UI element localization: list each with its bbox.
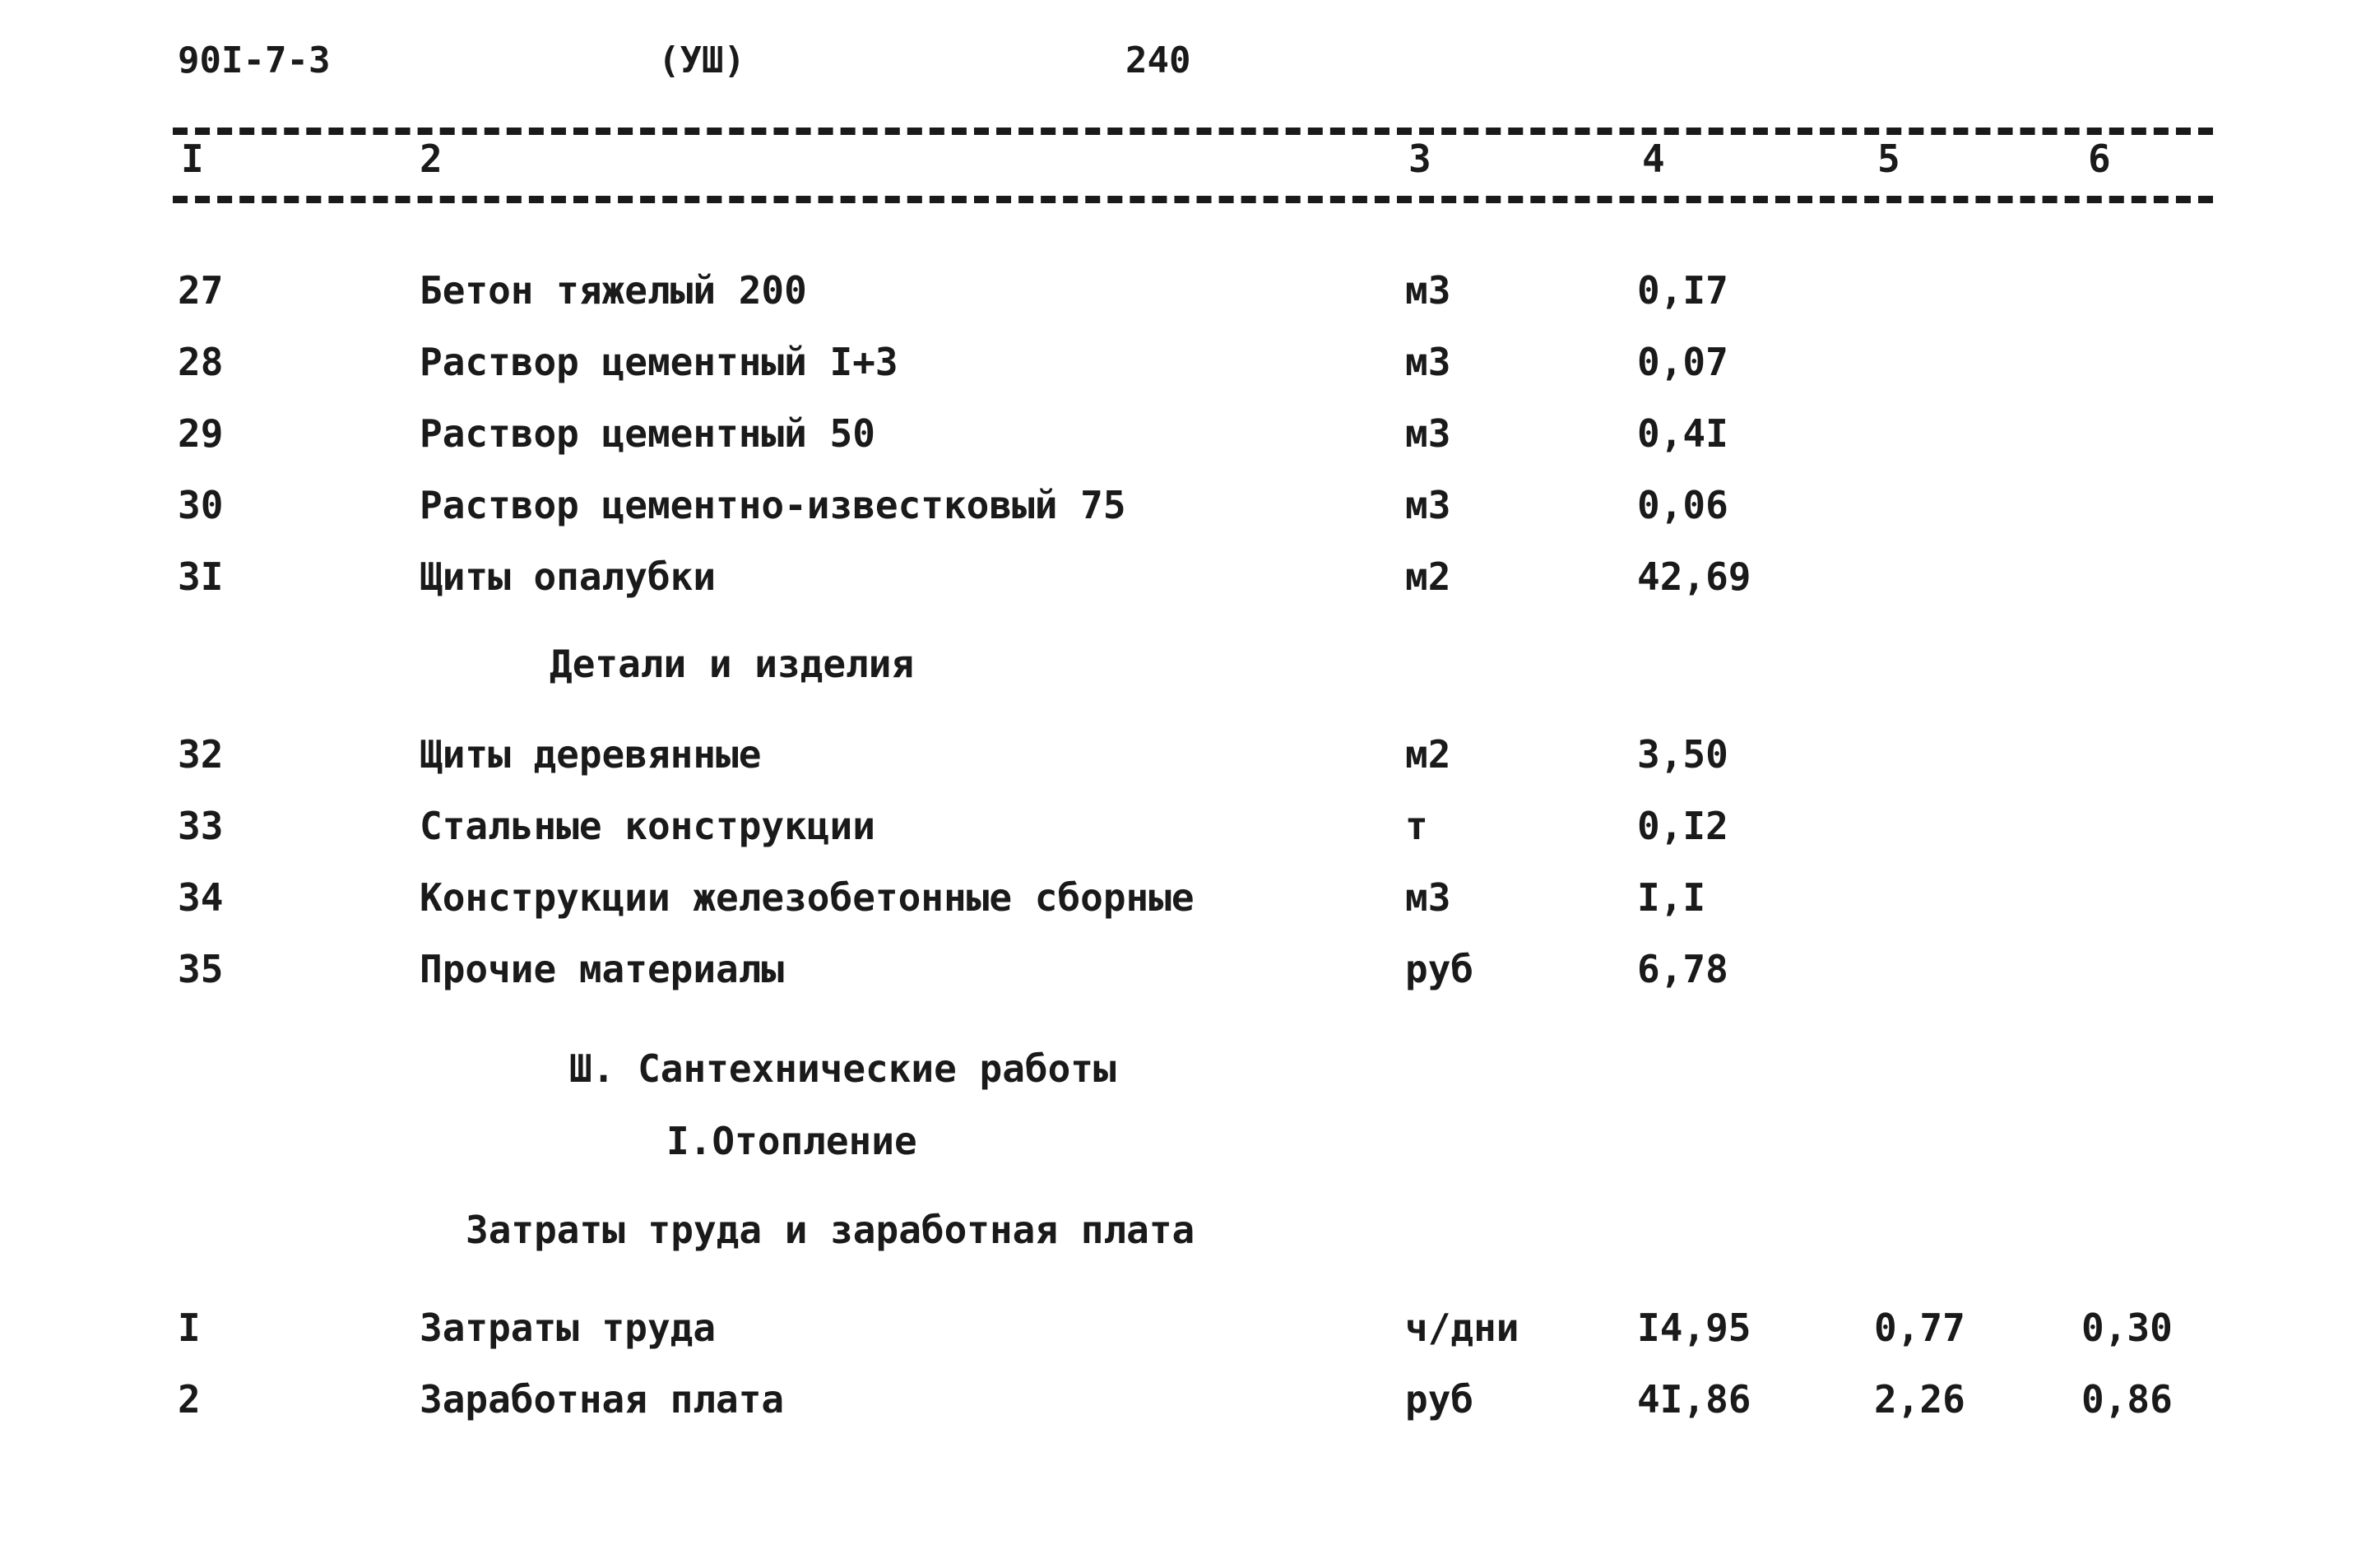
row-number: 34 (178, 875, 224, 920)
row-unit: т (1405, 804, 1428, 848)
row-number: 35 (178, 947, 224, 991)
row-number: 30 (178, 483, 224, 527)
table-row (0, 869, 2380, 926)
row-name: Прочие материалы (420, 947, 785, 991)
row-value-col4: 0,06 (1637, 483, 1728, 527)
table-row (0, 1371, 2380, 1428)
row-unit: м3 (1405, 875, 1451, 920)
row-value-col5: 2,26 (1874, 1377, 1965, 1422)
section-heading-heating: I.Отопление (666, 1119, 917, 1163)
column-number-5: 5 (1877, 137, 1900, 181)
row-unit: м3 (1405, 268, 1451, 313)
row-name: Заработная плата (420, 1377, 785, 1422)
column-number-2: 2 (420, 137, 443, 181)
row-number: 28 (178, 340, 224, 384)
section-heading-plumbing: Ш. Сантехнические работы (569, 1046, 1116, 1091)
table-row (0, 548, 2380, 605)
column-number-3: 3 (1408, 137, 1431, 181)
header-bottom-rule (173, 196, 2213, 203)
row-unit: м3 (1405, 411, 1451, 456)
row-name: Стальные конструкции (420, 804, 875, 848)
row-unit: м3 (1405, 483, 1451, 527)
row-number: 2 (178, 1377, 201, 1422)
row-name: Раствор цементный I+3 (420, 340, 898, 384)
table-row (0, 476, 2380, 534)
page-number: 240 (1125, 39, 1191, 81)
document-code: 90I-7-3 (178, 39, 331, 81)
table-row (0, 333, 2380, 391)
row-name: Затраты труда (420, 1306, 717, 1350)
row-value-col4: I,I (1637, 875, 1706, 920)
row-unit: м2 (1405, 554, 1451, 599)
row-value-col4: 3,50 (1637, 732, 1728, 777)
row-value-col4: 42,69 (1637, 554, 1751, 599)
row-unit: м3 (1405, 340, 1451, 384)
row-value-col4: 0,4I (1637, 411, 1728, 456)
row-name: Щиты деревянные (420, 732, 762, 777)
row-number: 27 (178, 268, 224, 313)
row-value-col6: 0,30 (2081, 1306, 2173, 1350)
table-row (0, 262, 2380, 319)
section-heading-labor: Затраты труда и заработная плата (466, 1208, 1195, 1252)
table-row (0, 405, 2380, 462)
table-row (0, 797, 2380, 855)
section-heading-details: Детали и изделия (550, 642, 915, 686)
row-value-col4: 6,78 (1637, 947, 1728, 991)
row-name: Щиты опалубки (420, 554, 717, 599)
header-top-rule (173, 128, 2213, 135)
table-row (0, 1299, 2380, 1357)
row-value-col5: 0,77 (1874, 1306, 1965, 1350)
row-number: 33 (178, 804, 224, 848)
row-name: Бетон тяжелый 200 (420, 268, 807, 313)
row-number: 29 (178, 411, 224, 456)
row-value-col4: 0,I7 (1637, 268, 1728, 313)
row-number: I (178, 1306, 201, 1350)
document-mark: (УШ) (658, 39, 745, 81)
row-value-col4: 0,I2 (1637, 804, 1728, 848)
row-name: Раствор цементный 50 (420, 411, 875, 456)
table-row (0, 726, 2380, 783)
row-unit: м2 (1405, 732, 1451, 777)
row-unit: руб (1405, 947, 1474, 991)
row-name: Раствор цементно-известковый 75 (420, 483, 1126, 527)
row-number: 3I (178, 554, 224, 599)
row-unit: руб (1405, 1377, 1474, 1422)
row-name: Конструкции железобетонные сборные (420, 875, 1195, 920)
column-number-1: I (181, 137, 204, 181)
table-row (0, 940, 2380, 998)
row-number: 32 (178, 732, 224, 777)
column-number-6: 6 (2088, 137, 2111, 181)
row-value-col4: I4,95 (1637, 1306, 1751, 1350)
row-value-col4: 4I,86 (1637, 1377, 1751, 1422)
column-number-4: 4 (1642, 137, 1665, 181)
row-value-col6: 0,86 (2081, 1377, 2173, 1422)
row-value-col4: 0,07 (1637, 340, 1728, 384)
row-unit: ч/дни (1405, 1306, 1519, 1350)
